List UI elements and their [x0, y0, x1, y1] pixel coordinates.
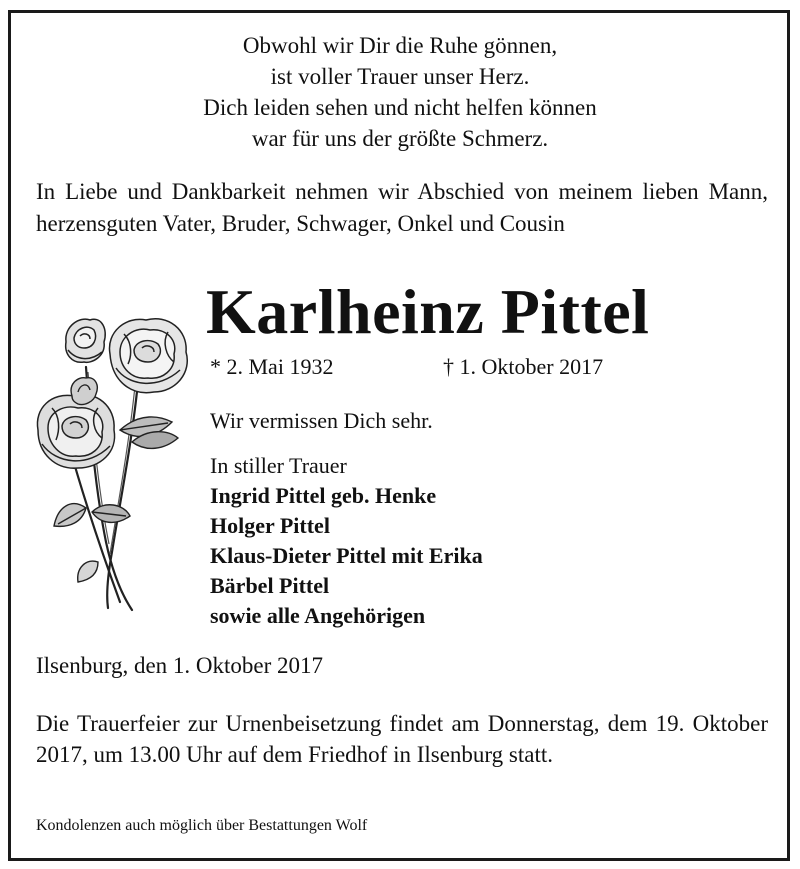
mourner-name: Holger Pittel	[210, 513, 330, 538]
place-and-date: Ilsenburg, den 1. Oktober 2017	[36, 653, 324, 678]
poem	[0, 30, 800, 154]
poem-line: Dich leiden sehen und nicht helfen können	[203, 95, 597, 120]
poem-line: Obwohl wir Dir die Ruhe gönnen,	[242, 33, 558, 58]
death-date: † 1. Oktober 2017	[443, 354, 604, 379]
mourner-name: Klaus-Dieter Pittel mit Erika	[210, 543, 483, 568]
funeral-service-info: Die Trauerfeier zur Urnenbeisetzung findet am Donnerstag, dem 19. Oktober 2017, um 13.00 Uhr auf dem Friedhof in Ilsenburg statt.	[36, 711, 768, 767]
birth-date: * 2. Mai 1932	[210, 354, 334, 379]
roses-illustration-icon	[28, 312, 200, 612]
mourner-name: Bärbel Pittel	[210, 573, 330, 598]
deceased-name: Karlheinz Pittel	[206, 276, 650, 347]
poem-line: ist voller Trauer unser Herz.	[270, 64, 530, 89]
farewell-intro: In Liebe und Dankbarkeit nehmen wir Abschied von meinem lieben Mann, herzensguten Vater, Bruder, Schwager, Onkel und Cousin	[36, 179, 768, 236]
poem-line: war für uns der größte Schmerz.	[251, 126, 549, 151]
missed-message: Wir vermissen Dich sehr.	[210, 408, 433, 433]
mourners-block	[210, 451, 483, 631]
mourner-name: sowie alle Angehörigen	[210, 603, 426, 628]
condolence-note: Kondolenzen auch möglich über Bestattungen Wolf	[36, 817, 368, 834]
mourner-name: Ingrid Pittel geb. Henke	[210, 483, 437, 508]
mourning-intro: In stiller Trauer	[210, 453, 347, 478]
